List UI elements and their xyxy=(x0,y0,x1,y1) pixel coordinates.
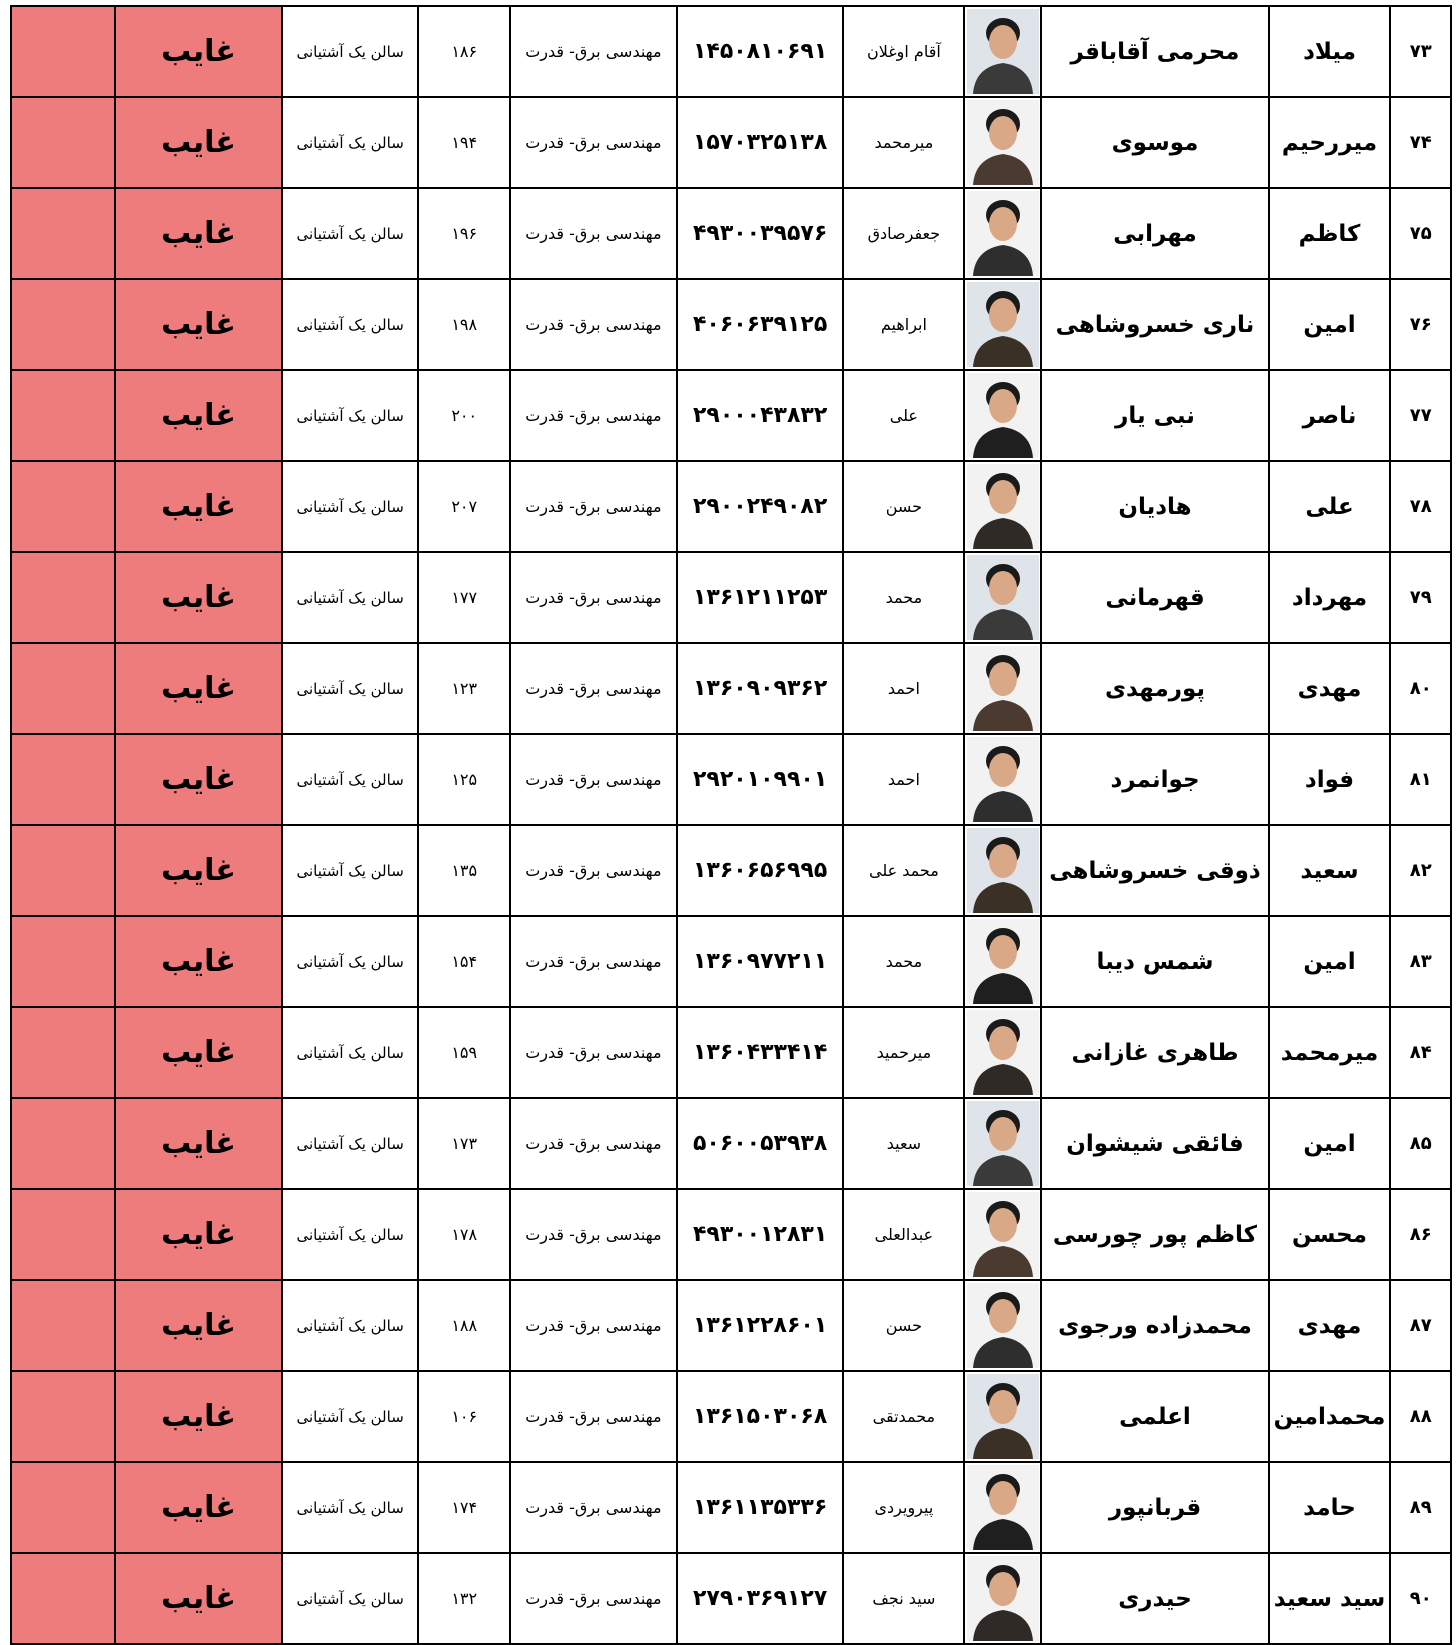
row-number-cell: ۸۷ xyxy=(1390,1280,1451,1371)
avatar xyxy=(967,1010,1039,1095)
father-name-cell: احمد xyxy=(843,643,964,734)
hall-cell: سالن یک آشتیانی xyxy=(282,6,418,97)
major-cell: مهندسی برق- قدرت xyxy=(510,461,677,552)
row-number-cell: ۷۴ xyxy=(1390,97,1451,188)
row-number-cell: ۷۸ xyxy=(1390,461,1451,552)
status-cell: غایب xyxy=(115,1098,282,1189)
major-cell: مهندسی برق- قدرت xyxy=(510,734,677,825)
major-cell: مهندسی برق- قدرت xyxy=(510,188,677,279)
hall-cell: سالن یک آشتیانی xyxy=(282,552,418,643)
status-cell: غایب xyxy=(115,1462,282,1553)
blank-cell xyxy=(11,1553,115,1644)
hall-cell: سالن یک آشتیانی xyxy=(282,188,418,279)
seat-number-cell: ۱۲۵ xyxy=(418,734,510,825)
first-name-cell: محسن xyxy=(1269,1189,1391,1280)
avatar xyxy=(967,100,1039,185)
seat-number-cell: ۱۳۵ xyxy=(418,825,510,916)
table-row xyxy=(11,552,1451,643)
last-name-cell: محمدزاده ورجوی xyxy=(1041,1280,1268,1371)
hall-cell: سالن یک آشتیانی xyxy=(282,370,418,461)
major-cell: مهندسی برق- قدرت xyxy=(510,1280,677,1371)
avatar xyxy=(967,1101,1039,1186)
blank-cell xyxy=(11,1189,115,1280)
seat-number-cell: ۲۰۷ xyxy=(418,461,510,552)
major-cell: مهندسی برق- قدرت xyxy=(510,6,677,97)
last-name-cell: محرمی آقاباقر xyxy=(1041,6,1268,97)
last-name-cell: ذوقی خسروشاهی xyxy=(1041,825,1268,916)
row-number-cell: ۷۹ xyxy=(1390,552,1451,643)
row-number-cell: ۸۱ xyxy=(1390,734,1451,825)
father-name-cell: محمدتقی xyxy=(843,1371,964,1462)
table-row xyxy=(11,1462,1451,1553)
status-cell: غایب xyxy=(115,916,282,1007)
father-name-cell: حسن xyxy=(843,1280,964,1371)
status-cell: غایب xyxy=(115,1189,282,1280)
national-id-cell: ۴۹۳۰۰۳۹۵۷۶ xyxy=(677,188,844,279)
blank-cell xyxy=(11,6,115,97)
absentee-table xyxy=(10,5,1452,1645)
row-number-cell: ۷۷ xyxy=(1390,370,1451,461)
major-cell: مهندسی برق- قدرت xyxy=(510,370,677,461)
seat-number-cell: ۱۳۲ xyxy=(418,1553,510,1644)
avatar xyxy=(967,1374,1039,1459)
status-cell: غایب xyxy=(115,734,282,825)
hall-cell: سالن یک آشتیانی xyxy=(282,1189,418,1280)
national-id-cell: ۲۷۹۰۳۶۹۱۲۷ xyxy=(677,1553,844,1644)
status-cell: غایب xyxy=(115,643,282,734)
blank-cell xyxy=(11,825,115,916)
row-number-cell: ۸۰ xyxy=(1390,643,1451,734)
avatar xyxy=(967,373,1039,458)
last-name-cell: حیدری xyxy=(1041,1553,1268,1644)
national-id-cell: ۴۰۶۰۶۳۹۱۲۵ xyxy=(677,279,844,370)
photo-cell xyxy=(964,461,1041,552)
hall-cell: سالن یک آشتیانی xyxy=(282,825,418,916)
first-name-cell: سعید xyxy=(1269,825,1391,916)
last-name-cell: نبی یار xyxy=(1041,370,1268,461)
first-name-cell: مهرداد xyxy=(1269,552,1391,643)
last-name-cell: موسوی xyxy=(1041,97,1268,188)
national-id-cell: ۱۳۶۱۱۳۵۳۳۶ xyxy=(677,1462,844,1553)
last-name-cell: هادیان xyxy=(1041,461,1268,552)
last-name-cell: قهرمانی xyxy=(1041,552,1268,643)
last-name-cell: کاظم پور چورسی xyxy=(1041,1189,1268,1280)
status-cell: غایب xyxy=(115,825,282,916)
table-row xyxy=(11,825,1451,916)
avatar xyxy=(967,646,1039,731)
major-cell: مهندسی برق- قدرت xyxy=(510,1553,677,1644)
last-name-cell: اعلمی xyxy=(1041,1371,1268,1462)
table-row xyxy=(11,461,1451,552)
avatar xyxy=(967,1192,1039,1277)
photo-cell xyxy=(964,1280,1041,1371)
blank-cell xyxy=(11,1007,115,1098)
national-id-cell: ۱۴۵۰۸۱۰۶۹۱ xyxy=(677,6,844,97)
row-number-cell: ۸۳ xyxy=(1390,916,1451,1007)
national-id-cell: ۲۹۲۰۱۰۹۹۰۱ xyxy=(677,734,844,825)
father-name-cell: عبدالعلی xyxy=(843,1189,964,1280)
last-name-cell: جوانمرد xyxy=(1041,734,1268,825)
photo-cell xyxy=(964,734,1041,825)
avatar xyxy=(967,191,1039,276)
photo-cell xyxy=(964,6,1041,97)
table-row xyxy=(11,1098,1451,1189)
photo-cell xyxy=(964,279,1041,370)
hall-cell: سالن یک آشتیانی xyxy=(282,97,418,188)
hall-cell: سالن یک آشتیانی xyxy=(282,734,418,825)
national-id-cell: ۱۳۶۰۴۳۳۴۱۴ xyxy=(677,1007,844,1098)
father-name-cell: حسن xyxy=(843,461,964,552)
table-row xyxy=(11,643,1451,734)
major-cell: مهندسی برق- قدرت xyxy=(510,643,677,734)
national-id-cell: ۲۹۰۰۲۴۹۰۸۲ xyxy=(677,461,844,552)
row-number-cell: ۸۶ xyxy=(1390,1189,1451,1280)
last-name-cell: قربانپور xyxy=(1041,1462,1268,1553)
table-row xyxy=(11,97,1451,188)
seat-number-cell: ۱۷۷ xyxy=(418,552,510,643)
photo-cell xyxy=(964,1189,1041,1280)
table-body xyxy=(11,6,1451,1644)
photo-cell xyxy=(964,643,1041,734)
avatar xyxy=(967,1465,1039,1550)
blank-cell xyxy=(11,188,115,279)
major-cell: مهندسی برق- قدرت xyxy=(510,1371,677,1462)
first-name-cell: مهدی xyxy=(1269,1280,1391,1371)
blank-cell xyxy=(11,97,115,188)
father-name-cell: سید نجف xyxy=(843,1553,964,1644)
hall-cell: سالن یک آشتیانی xyxy=(282,916,418,1007)
status-cell: غایب xyxy=(115,1007,282,1098)
photo-cell xyxy=(964,370,1041,461)
avatar xyxy=(967,1556,1039,1641)
seat-number-cell: ۱۵۹ xyxy=(418,1007,510,1098)
seat-number-cell: ۱۷۴ xyxy=(418,1462,510,1553)
first-name-cell: میررحیم xyxy=(1269,97,1391,188)
blank-cell xyxy=(11,279,115,370)
table-row xyxy=(11,6,1451,97)
first-name-cell: حامد xyxy=(1269,1462,1391,1553)
father-name-cell: محمد xyxy=(843,916,964,1007)
last-name-cell: طاهری غازانی xyxy=(1041,1007,1268,1098)
photo-cell xyxy=(964,1007,1041,1098)
major-cell: مهندسی برق- قدرت xyxy=(510,97,677,188)
avatar xyxy=(967,282,1039,367)
last-name-cell: شمس دیبا xyxy=(1041,916,1268,1007)
seat-number-cell: ۱۹۶ xyxy=(418,188,510,279)
avatar xyxy=(967,737,1039,822)
row-number-cell: ۷۶ xyxy=(1390,279,1451,370)
father-name-cell: علی xyxy=(843,370,964,461)
table-row xyxy=(11,188,1451,279)
hall-cell: سالن یک آشتیانی xyxy=(282,1098,418,1189)
major-cell: مهندسی برق- قدرت xyxy=(510,1189,677,1280)
photo-cell xyxy=(964,916,1041,1007)
hall-cell: سالن یک آشتیانی xyxy=(282,1553,418,1644)
table-row xyxy=(11,1371,1451,1462)
status-cell: غایب xyxy=(115,1371,282,1462)
major-cell: مهندسی برق- قدرت xyxy=(510,1007,677,1098)
table-row xyxy=(11,734,1451,825)
major-cell: مهندسی برق- قدرت xyxy=(510,552,677,643)
blank-cell xyxy=(11,643,115,734)
first-name-cell: امین xyxy=(1269,279,1391,370)
last-name-cell: پورمهدی xyxy=(1041,643,1268,734)
blank-cell xyxy=(11,1462,115,1553)
photo-cell xyxy=(964,1462,1041,1553)
seat-number-cell: ۲۰۰ xyxy=(418,370,510,461)
last-name-cell: ناری خسروشاهی xyxy=(1041,279,1268,370)
father-name-cell: میرمحمد xyxy=(843,97,964,188)
hall-cell: سالن یک آشتیانی xyxy=(282,1007,418,1098)
seat-number-cell: ۱۹۴ xyxy=(418,97,510,188)
first-name-cell: کاظم xyxy=(1269,188,1391,279)
hall-cell: سالن یک آشتیانی xyxy=(282,461,418,552)
major-cell: مهندسی برق- قدرت xyxy=(510,916,677,1007)
national-id-cell: ۴۹۳۰۰۱۲۸۳۱ xyxy=(677,1189,844,1280)
seat-number-cell: ۱۸۸ xyxy=(418,1280,510,1371)
national-id-cell: ۱۳۶۱۲۱۱۲۵۳ xyxy=(677,552,844,643)
status-cell: غایب xyxy=(115,370,282,461)
father-name-cell: احمد xyxy=(843,734,964,825)
blank-cell xyxy=(11,461,115,552)
status-cell: غایب xyxy=(115,552,282,643)
status-cell: غایب xyxy=(115,1553,282,1644)
photo-cell xyxy=(964,825,1041,916)
first-name-cell: میلاد xyxy=(1269,6,1391,97)
national-id-cell: ۲۹۰۰۰۴۳۸۳۲ xyxy=(677,370,844,461)
first-name-cell: محمدامین xyxy=(1269,1371,1391,1462)
status-cell: غایب xyxy=(115,461,282,552)
table-row xyxy=(11,1189,1451,1280)
national-id-cell: ۱۳۶۰۹۰۹۳۶۲ xyxy=(677,643,844,734)
national-id-cell: ۱۳۶۰۶۵۶۹۹۵ xyxy=(677,825,844,916)
seat-number-cell: ۱۹۸ xyxy=(418,279,510,370)
father-name-cell: آقام اوغلان xyxy=(843,6,964,97)
row-number-cell: ۸۵ xyxy=(1390,1098,1451,1189)
table-row xyxy=(11,1553,1451,1644)
photo-cell xyxy=(964,1098,1041,1189)
avatar xyxy=(967,555,1039,640)
avatar xyxy=(967,919,1039,1004)
first-name-cell: علی xyxy=(1269,461,1391,552)
national-id-cell: ۱۳۶۰۹۷۷۲۱۱ xyxy=(677,916,844,1007)
status-cell: غایب xyxy=(115,6,282,97)
blank-cell xyxy=(11,734,115,825)
row-number-cell: ۸۲ xyxy=(1390,825,1451,916)
row-number-cell: ۸۴ xyxy=(1390,1007,1451,1098)
photo-cell xyxy=(964,188,1041,279)
status-cell: غایب xyxy=(115,1280,282,1371)
photo-cell xyxy=(964,97,1041,188)
hall-cell: سالن یک آشتیانی xyxy=(282,279,418,370)
first-name-cell: فواد xyxy=(1269,734,1391,825)
father-name-cell: میرحمید xyxy=(843,1007,964,1098)
blank-cell xyxy=(11,1371,115,1462)
father-name-cell: پیرویردی xyxy=(843,1462,964,1553)
row-number-cell: ۷۵ xyxy=(1390,188,1451,279)
table-row xyxy=(11,1280,1451,1371)
avatar xyxy=(967,464,1039,549)
avatar xyxy=(967,828,1039,913)
first-name-cell: میرمحمد xyxy=(1269,1007,1391,1098)
blank-cell xyxy=(11,552,115,643)
father-name-cell: محمد علی xyxy=(843,825,964,916)
row-number-cell: ۹۰ xyxy=(1390,1553,1451,1644)
photo-cell xyxy=(964,1371,1041,1462)
first-name-cell: ناصر xyxy=(1269,370,1391,461)
table-row xyxy=(11,279,1451,370)
table-row xyxy=(11,370,1451,461)
major-cell: مهندسی برق- قدرت xyxy=(510,279,677,370)
national-id-cell: ۵۰۶۰۰۵۳۹۳۸ xyxy=(677,1098,844,1189)
father-name-cell: ابراهیم xyxy=(843,279,964,370)
seat-number-cell: ۱۷۸ xyxy=(418,1189,510,1280)
row-number-cell: ۸۹ xyxy=(1390,1462,1451,1553)
blank-cell xyxy=(11,370,115,461)
seat-number-cell: ۱۰۶ xyxy=(418,1371,510,1462)
blank-cell xyxy=(11,916,115,1007)
row-number-cell: ۷۳ xyxy=(1390,6,1451,97)
seat-number-cell: ۱۷۳ xyxy=(418,1098,510,1189)
photo-cell xyxy=(964,552,1041,643)
avatar xyxy=(967,1283,1039,1368)
last-name-cell: مهرابی xyxy=(1041,188,1268,279)
hall-cell: سالن یک آشتیانی xyxy=(282,643,418,734)
national-id-cell: ۱۳۶۱۲۲۸۶۰۱ xyxy=(677,1280,844,1371)
avatar xyxy=(967,9,1039,94)
father-name-cell: محمد xyxy=(843,552,964,643)
photo-cell xyxy=(964,1553,1041,1644)
table-row xyxy=(11,916,1451,1007)
national-id-cell: ۱۳۶۱۵۰۳۰۶۸ xyxy=(677,1371,844,1462)
seat-number-cell: ۱۵۴ xyxy=(418,916,510,1007)
major-cell: مهندسی برق- قدرت xyxy=(510,1098,677,1189)
father-name-cell: جعفرصادق xyxy=(843,188,964,279)
table-row xyxy=(11,1007,1451,1098)
first-name-cell: امین xyxy=(1269,916,1391,1007)
father-name-cell: سعید xyxy=(843,1098,964,1189)
blank-cell xyxy=(11,1098,115,1189)
status-cell: غایب xyxy=(115,188,282,279)
hall-cell: سالن یک آشتیانی xyxy=(282,1462,418,1553)
blank-cell xyxy=(11,1280,115,1371)
seat-number-cell: ۱۲۳ xyxy=(418,643,510,734)
major-cell: مهندسی برق- قدرت xyxy=(510,1462,677,1553)
first-name-cell: سید سعید xyxy=(1269,1553,1391,1644)
status-cell: غایب xyxy=(115,279,282,370)
row-number-cell: ۸۸ xyxy=(1390,1371,1451,1462)
status-cell: غایب xyxy=(115,97,282,188)
hall-cell: سالن یک آشتیانی xyxy=(282,1371,418,1462)
first-name-cell: امین xyxy=(1269,1098,1391,1189)
last-name-cell: فائقی شیشوان xyxy=(1041,1098,1268,1189)
hall-cell: سالن یک آشتیانی xyxy=(282,1280,418,1371)
national-id-cell: ۱۵۷۰۳۲۵۱۳۸ xyxy=(677,97,844,188)
major-cell: مهندسی برق- قدرت xyxy=(510,825,677,916)
seat-number-cell: ۱۸۶ xyxy=(418,6,510,97)
first-name-cell: مهدی xyxy=(1269,643,1391,734)
